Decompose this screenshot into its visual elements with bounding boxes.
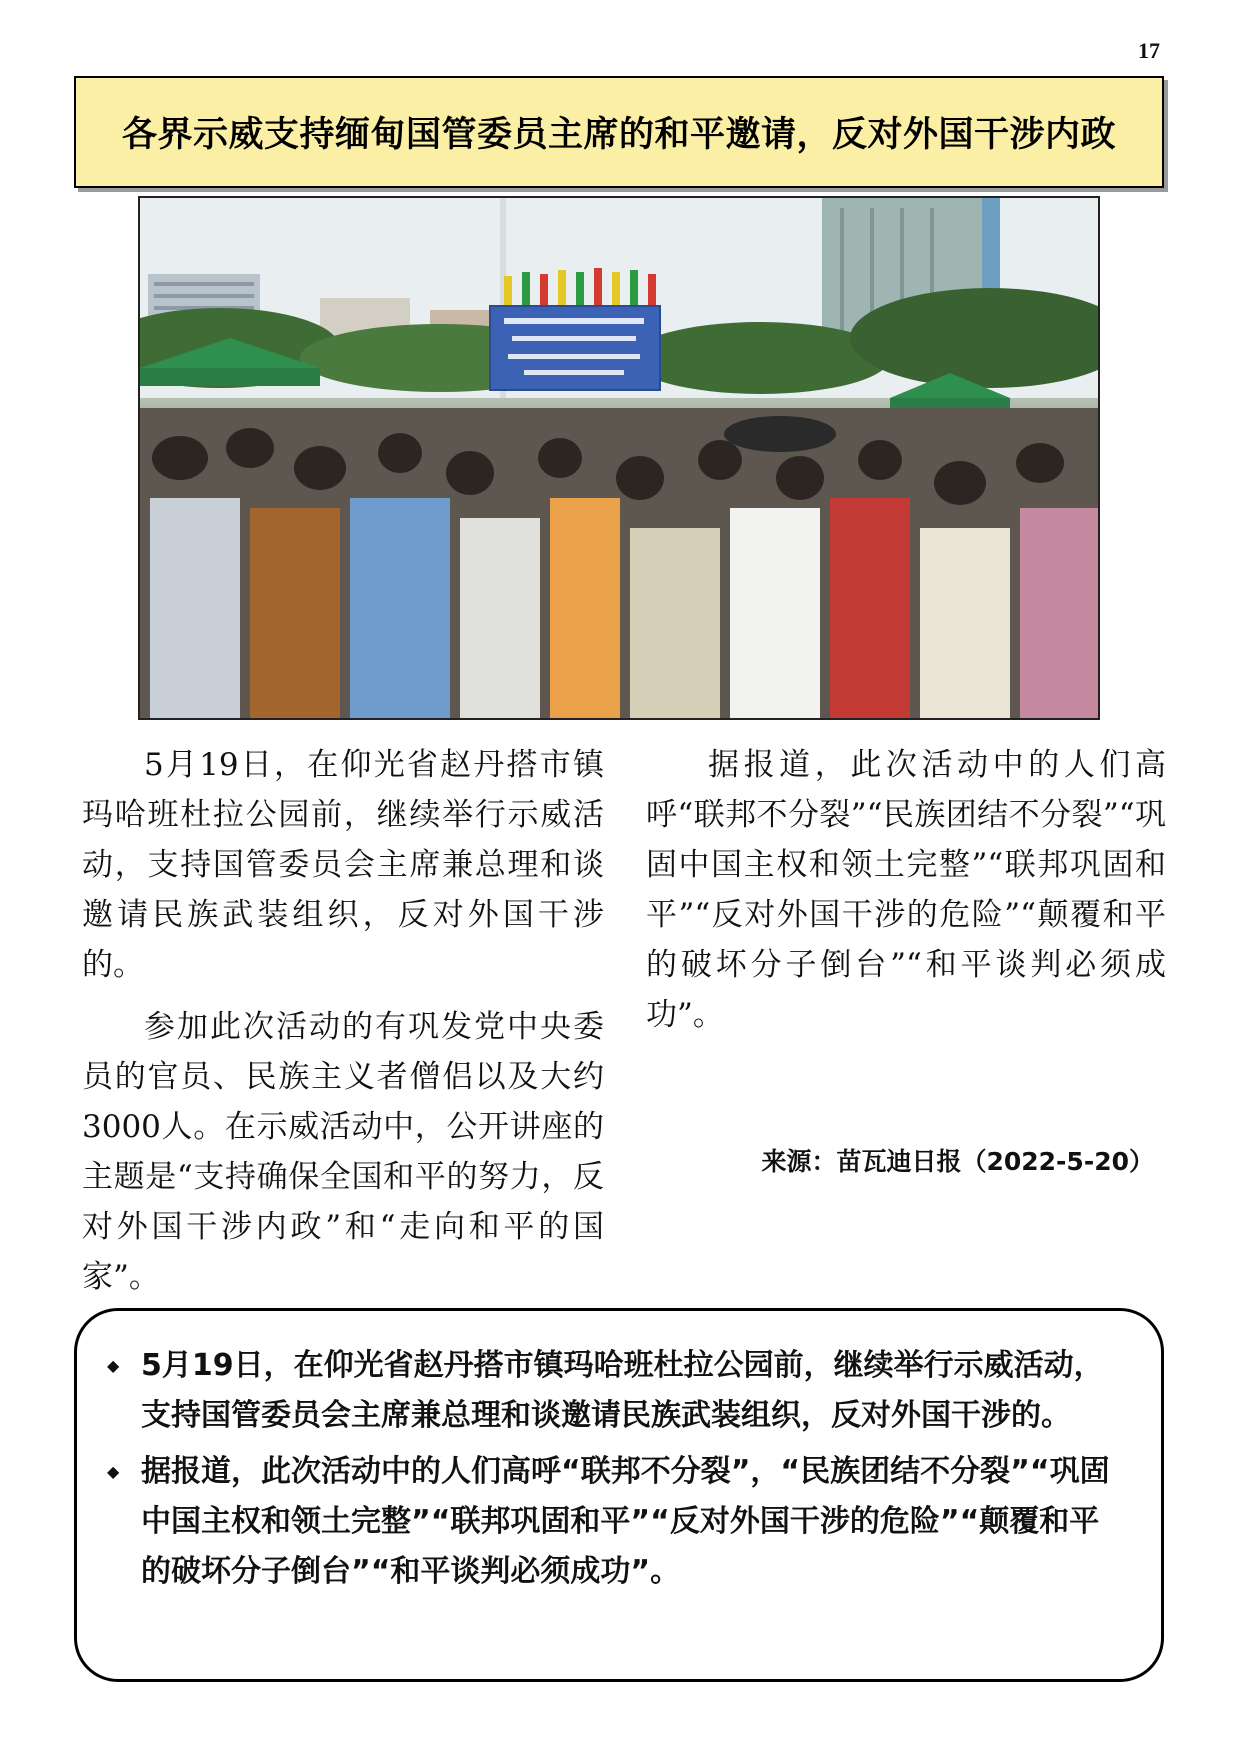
article-right-column — [646, 740, 1166, 1052]
summary-item — [107, 1341, 1125, 1441]
article-paragraph: 参加此次活动的有巩发党中央委员的官员、民族主义者僧侣以及大约3000人。在示威活动中，公开讲座的主题是“支持确保全国和平的努力，反对外国干涉内政”和“走向和平的国家”。 — [82, 1009, 604, 1295]
source-citation: 来源：苗瓦迪日报（2022-5-20） — [761, 1147, 1154, 1176]
article-paragraph: 5月19日，在仰光省赵丹搭市镇玛哈班杜拉公园前，继续举行示威活动，支持国管委员会主席兼总理和谈邀请民族武装组织，反对外国干涉的。 — [82, 747, 604, 983]
summary-item — [107, 1447, 1125, 1597]
article-paragraph: 据报道，此次活动中的人们高呼“联邦不分裂”“民族团结不分裂”“巩固中国主权和领土完整”“联邦巩固和平”“反对外国干涉的危险”“颠覆和平的破坏分子倒台”“和平谈判必须成功”。 — [646, 747, 1166, 1033]
rally-photo-illustration — [140, 198, 1098, 718]
diamond-bullet-icon: ◆ — [107, 1462, 120, 1481]
summary-text: 5月19日，在仰光省赵丹搭市镇玛哈班杜拉公园前，继续举行示威活动，支持国管委员会主席兼总理和谈邀请民族武装组织，反对外国干涉的。 — [141, 1348, 1104, 1433]
rally-photo — [138, 196, 1100, 720]
title-banner — [74, 76, 1164, 188]
page-number: 17 — [1138, 38, 1160, 63]
diamond-bullet-icon: ◆ — [107, 1356, 120, 1375]
page-title: 各界示威支持缅甸国管委员主席的和平邀请，反对外国干涉内政 — [121, 115, 1116, 155]
summary-box — [74, 1308, 1164, 1682]
summary-text: 据报道，此次活动中的人们高呼“联邦不分裂”，“民族团结不分裂”“巩固中国主权和领土完整”“联邦巩固和平”“反对外国干涉的危险”“颠覆和平的破坏分子倒台”“和平谈判必须成功”。 — [141, 1454, 1110, 1589]
article-left-column — [82, 740, 604, 1314]
